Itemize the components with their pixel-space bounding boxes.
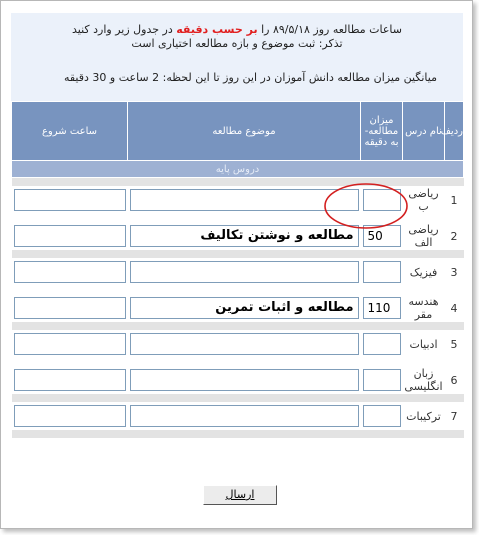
row-spacer: [12, 286, 464, 294]
topic-input[interactable]: [130, 405, 359, 427]
row-number: 2: [445, 222, 464, 250]
table-header-row: [12, 102, 464, 161]
start-time-input[interactable]: [14, 225, 126, 247]
topic-cell: [128, 222, 361, 250]
topic-input[interactable]: [130, 333, 359, 355]
instruction-note: تذکر: ثبت موضوع و بازه مطالعه اختیاری است: [131, 37, 343, 50]
start-time-input[interactable]: [14, 369, 126, 391]
start-cell: [12, 294, 128, 322]
minutes-input[interactable]: 110: [363, 297, 401, 319]
start-time-input[interactable]: [14, 333, 126, 355]
minutes-input[interactable]: [363, 405, 401, 427]
table-row: [12, 186, 464, 214]
start-time-input[interactable]: [14, 297, 126, 319]
topic-input[interactable]: مطالعه و اثبات تمرین: [130, 297, 359, 319]
start-time-input[interactable]: [14, 405, 126, 427]
start-cell: [12, 402, 128, 430]
minutes-cell: [361, 258, 403, 286]
col-header-topic: موضوع مطالعه: [128, 102, 361, 161]
lesson-name: ترکیبات: [403, 402, 445, 430]
row-number: 4: [445, 294, 464, 322]
minutes-cell: [361, 294, 403, 322]
minutes-input[interactable]: [363, 189, 401, 211]
table-row: [12, 294, 464, 322]
topic-cell: [128, 186, 361, 214]
topic-cell: [128, 294, 361, 322]
topic-cell: [128, 402, 361, 430]
start-cell: [12, 186, 128, 214]
topic-input[interactable]: مطالعه و نوشتن تکالیف: [130, 225, 359, 247]
minutes-cell: [361, 366, 403, 394]
table-row: [12, 330, 464, 358]
row-spacer: [12, 394, 464, 402]
lesson-name: فیزیک: [403, 258, 445, 286]
table-row: [12, 402, 464, 430]
lesson-name: ریاضی الف: [403, 222, 445, 250]
minutes-input[interactable]: [363, 369, 401, 391]
minutes-cell: [361, 330, 403, 358]
lesson-name: ادبیات: [403, 330, 445, 358]
minutes-cell: [361, 402, 403, 430]
col-header-index: ردیف: [445, 102, 464, 161]
row-number: 5: [445, 330, 464, 358]
col-header-minutes: میزان مطالعه- به دقیقه: [361, 102, 403, 161]
section-label: دروس پایه: [12, 161, 464, 178]
row-spacer: [12, 358, 464, 366]
study-table: [11, 101, 464, 438]
row-spacer: [12, 178, 464, 187]
minutes-input[interactable]: [363, 333, 401, 355]
minutes-cell: [361, 222, 403, 250]
row-number: 3: [445, 258, 464, 286]
topic-cell: [128, 258, 361, 286]
start-time-input[interactable]: [14, 261, 126, 283]
instructions-panel: [11, 13, 463, 101]
row-spacer: [12, 214, 464, 222]
topic-cell: [128, 330, 361, 358]
topic-input[interactable]: [130, 369, 359, 391]
minutes-cell: [361, 186, 403, 214]
start-cell: [12, 222, 128, 250]
row-number: 1: [445, 186, 464, 214]
row-number: 7: [445, 402, 464, 430]
topic-input[interactable]: [130, 189, 359, 211]
submit-label: ارسال: [225, 488, 255, 501]
col-header-start: ساعت شروع: [12, 102, 128, 161]
row-spacer: [12, 322, 464, 330]
start-cell: [12, 366, 128, 394]
start-cell: [12, 330, 128, 358]
row-spacer: [12, 430, 464, 438]
table-row: [12, 366, 464, 394]
minutes-input[interactable]: 50: [363, 225, 401, 247]
row-number: 6: [445, 366, 464, 394]
row-spacer: [12, 250, 464, 258]
instruction-text-a: ساعات مطالعه روز ۸۹/۵/۱۸ را: [261, 23, 402, 36]
start-time-input[interactable]: [14, 189, 126, 211]
topic-cell: [128, 366, 361, 394]
table-row: [12, 258, 464, 286]
average-study-text: میانگین میزان مطالعه دانش آموزان در این روز تا این لحظه: 2 ساعت و 30 دقیقه: [63, 71, 437, 84]
submit-button[interactable]: [203, 485, 277, 505]
minutes-input[interactable]: [363, 261, 401, 283]
topic-input[interactable]: [130, 261, 359, 283]
instruction-line-1: [11, 23, 463, 37]
table-row: [12, 222, 464, 250]
instruction-text-b: در جدول زیر وارد کنید: [72, 23, 173, 36]
lesson-name: هندسه مقر: [403, 294, 445, 322]
section-row: [12, 161, 464, 178]
start-cell: [12, 258, 128, 286]
lesson-name: زبان انگلیسی: [404, 367, 443, 393]
col-header-lesson: نام درس: [403, 102, 445, 161]
instruction-highlight: بر حسب دقیقه: [176, 23, 258, 36]
lesson-name: ریاضی ب: [403, 186, 445, 214]
